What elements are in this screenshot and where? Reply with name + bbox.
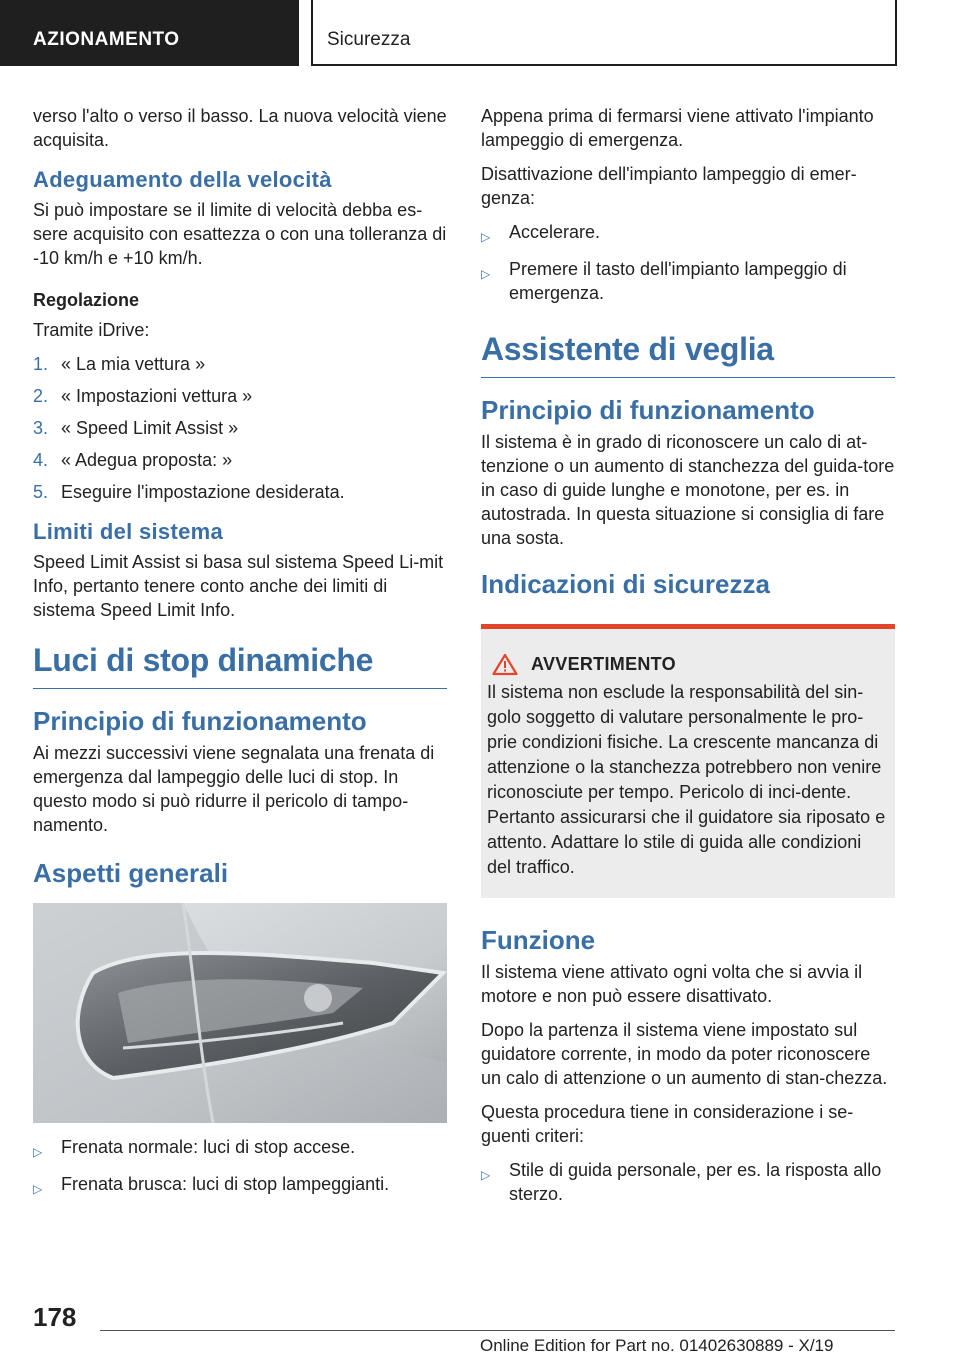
list-item — [481, 220, 895, 249]
step-number: 5. — [33, 482, 49, 502]
speed-adjust-text: Si può impostare se il limite di velocità debba es-sere acquisito con esattezza o con una tolleranza di -10 km/h e +10 km/h. — [33, 200, 447, 268]
hazard-deactivation: Disattivazione dell'impianto lampeggio di emer-genza: — [481, 164, 857, 208]
intro-paragraph: verso l'alto o verso il basso. La nuova velocità viene acquisita. — [33, 106, 447, 150]
step-text: Eseguire l'impostazione desiderata. — [61, 482, 345, 502]
step-number: 2. — [33, 386, 49, 406]
stop-principle-heading: Principio di funzionamento — [33, 706, 367, 736]
list-item — [481, 257, 895, 305]
stop-principle-text: Ai mezzi successivi viene segnalata una frenata di emergenza dal lampeggio delle luci di stop. In questo modo si può ridurre il pericolo di tampo-namento. — [33, 743, 435, 835]
triangle-bullet-icon: ▷ — [33, 1145, 43, 1159]
step-text: « Adegua proposta: » — [61, 450, 233, 470]
chapter-tab[interactable]: Sicurezza — [311, 0, 897, 66]
triangle-bullet-icon: ▷ — [481, 230, 491, 244]
list-item — [33, 384, 447, 408]
warning-triangle-icon — [487, 653, 523, 676]
list-item — [33, 480, 447, 504]
tail-light-image — [33, 903, 447, 1123]
footer-edition: Online Edition for Part no. 01402630889 - X/19 — [480, 1336, 834, 1355]
drowsiness-principle-text: Il sistema è in grado di riconoscere un calo di at-tenzione o un aumento di stanchezza del guida-tore in caso di guide lunghe e monotone, per es. in autostrada. In questa situazione si consiglia di fare una sosta. — [481, 432, 895, 548]
step-number: 3. — [33, 418, 49, 438]
warning-text: Il sistema non esclude la responsabilità del sin-golo soggetto di valutare personalmente le pro-prie condizioni fisiche. La crescente mancanza di attenzione o la stanchezza potrebbero non venire riconosciute per tempo. Pericolo di inci-dente. Pertanto assicurarsi che il guidatore sia riposato e attento. Adattare lo stile di guida alle condizioni del traffico. — [487, 682, 886, 877]
general-heading: Aspetti generali — [33, 858, 229, 888]
drowsiness-heading: Assistente di veglia — [481, 329, 895, 378]
triangle-bullet-icon: ▷ — [481, 267, 491, 281]
page-header — [0, 0, 960, 66]
footer-divider — [100, 1330, 895, 1331]
step-text: « La mia vettura » — [61, 354, 206, 374]
hazard-intro: Appena prima di fermarsi viene attivato l'impianto lampeggio di emergenza. — [481, 106, 874, 150]
step-text: « Speed Limit Assist » — [61, 418, 239, 438]
drowsiness-principle-heading: Principio di funzionamento — [481, 395, 815, 425]
right-column — [481, 104, 895, 1214]
warning-box — [481, 624, 895, 898]
criteria-bullets — [481, 1158, 895, 1206]
warning-title — [487, 653, 889, 676]
regolazione-steps — [33, 352, 447, 504]
section-tab[interactable]: AZIONAMENTO — [0, 0, 299, 66]
list-item — [33, 416, 447, 440]
bullet-text: Stile di guida personale, per es. la risposta allo sterzo. — [509, 1160, 882, 1204]
left-column — [33, 104, 447, 1209]
hazard-bullets — [481, 220, 895, 305]
bullet-text: Accelerare. — [509, 222, 601, 242]
limits-text: Speed Limit Assist si basa sul sistema Speed Li-mit Info, pertanto tenere conto anche dei limiti di sistema Speed Limit Info. — [33, 552, 444, 620]
step-number: 1. — [33, 354, 49, 374]
limits-heading: Limiti del sistema — [33, 519, 224, 544]
function-heading: Funzione — [481, 925, 596, 955]
list-item — [481, 1158, 895, 1206]
tail-light-illustration — [33, 903, 447, 1123]
stop-lights-heading: Luci di stop dinamiche — [33, 640, 447, 689]
bullet-text: Frenata normale: luci di stop accese. — [61, 1137, 356, 1157]
warning-label: AVVERTIMENTO — [531, 654, 676, 674]
safety-heading: Indicazioni di sicurezza — [481, 569, 770, 599]
list-item — [33, 1135, 447, 1164]
speed-adjust-heading: Adeguamento della velocità — [33, 167, 332, 192]
list-item — [33, 352, 447, 376]
list-item — [33, 1172, 447, 1201]
function-text-2: Dopo la partenza il sistema viene impostato sul guidatore corrente, in modo da poter riconoscere un calo di attenzione o un aumento di stan-chezza. — [481, 1020, 888, 1088]
step-text: « Impostazioni vettura » — [61, 386, 253, 406]
triangle-bullet-icon: ▷ — [33, 1182, 43, 1196]
page-number: 178 — [33, 1302, 77, 1332]
bullet-text: Frenata brusca: luci di stop lampeggianti. — [61, 1174, 390, 1194]
stop-light-bullets — [33, 1135, 447, 1201]
regolazione-heading: Regolazione — [33, 290, 140, 310]
function-text-1: Il sistema viene attivato ogni volta che si avvia il motore e non può essere disattivato. — [481, 962, 863, 1006]
triangle-bullet-icon: ▷ — [481, 1168, 491, 1182]
bullet-text: Premere il tasto dell'impianto lampeggio di emergenza. — [509, 259, 847, 303]
function-text-3: Questa procedura tiene in considerazione i se-guenti criteri: — [481, 1102, 854, 1146]
list-item — [33, 448, 447, 472]
regolazione-text: Tramite iDrive: — [33, 320, 150, 340]
step-number: 4. — [33, 450, 49, 470]
